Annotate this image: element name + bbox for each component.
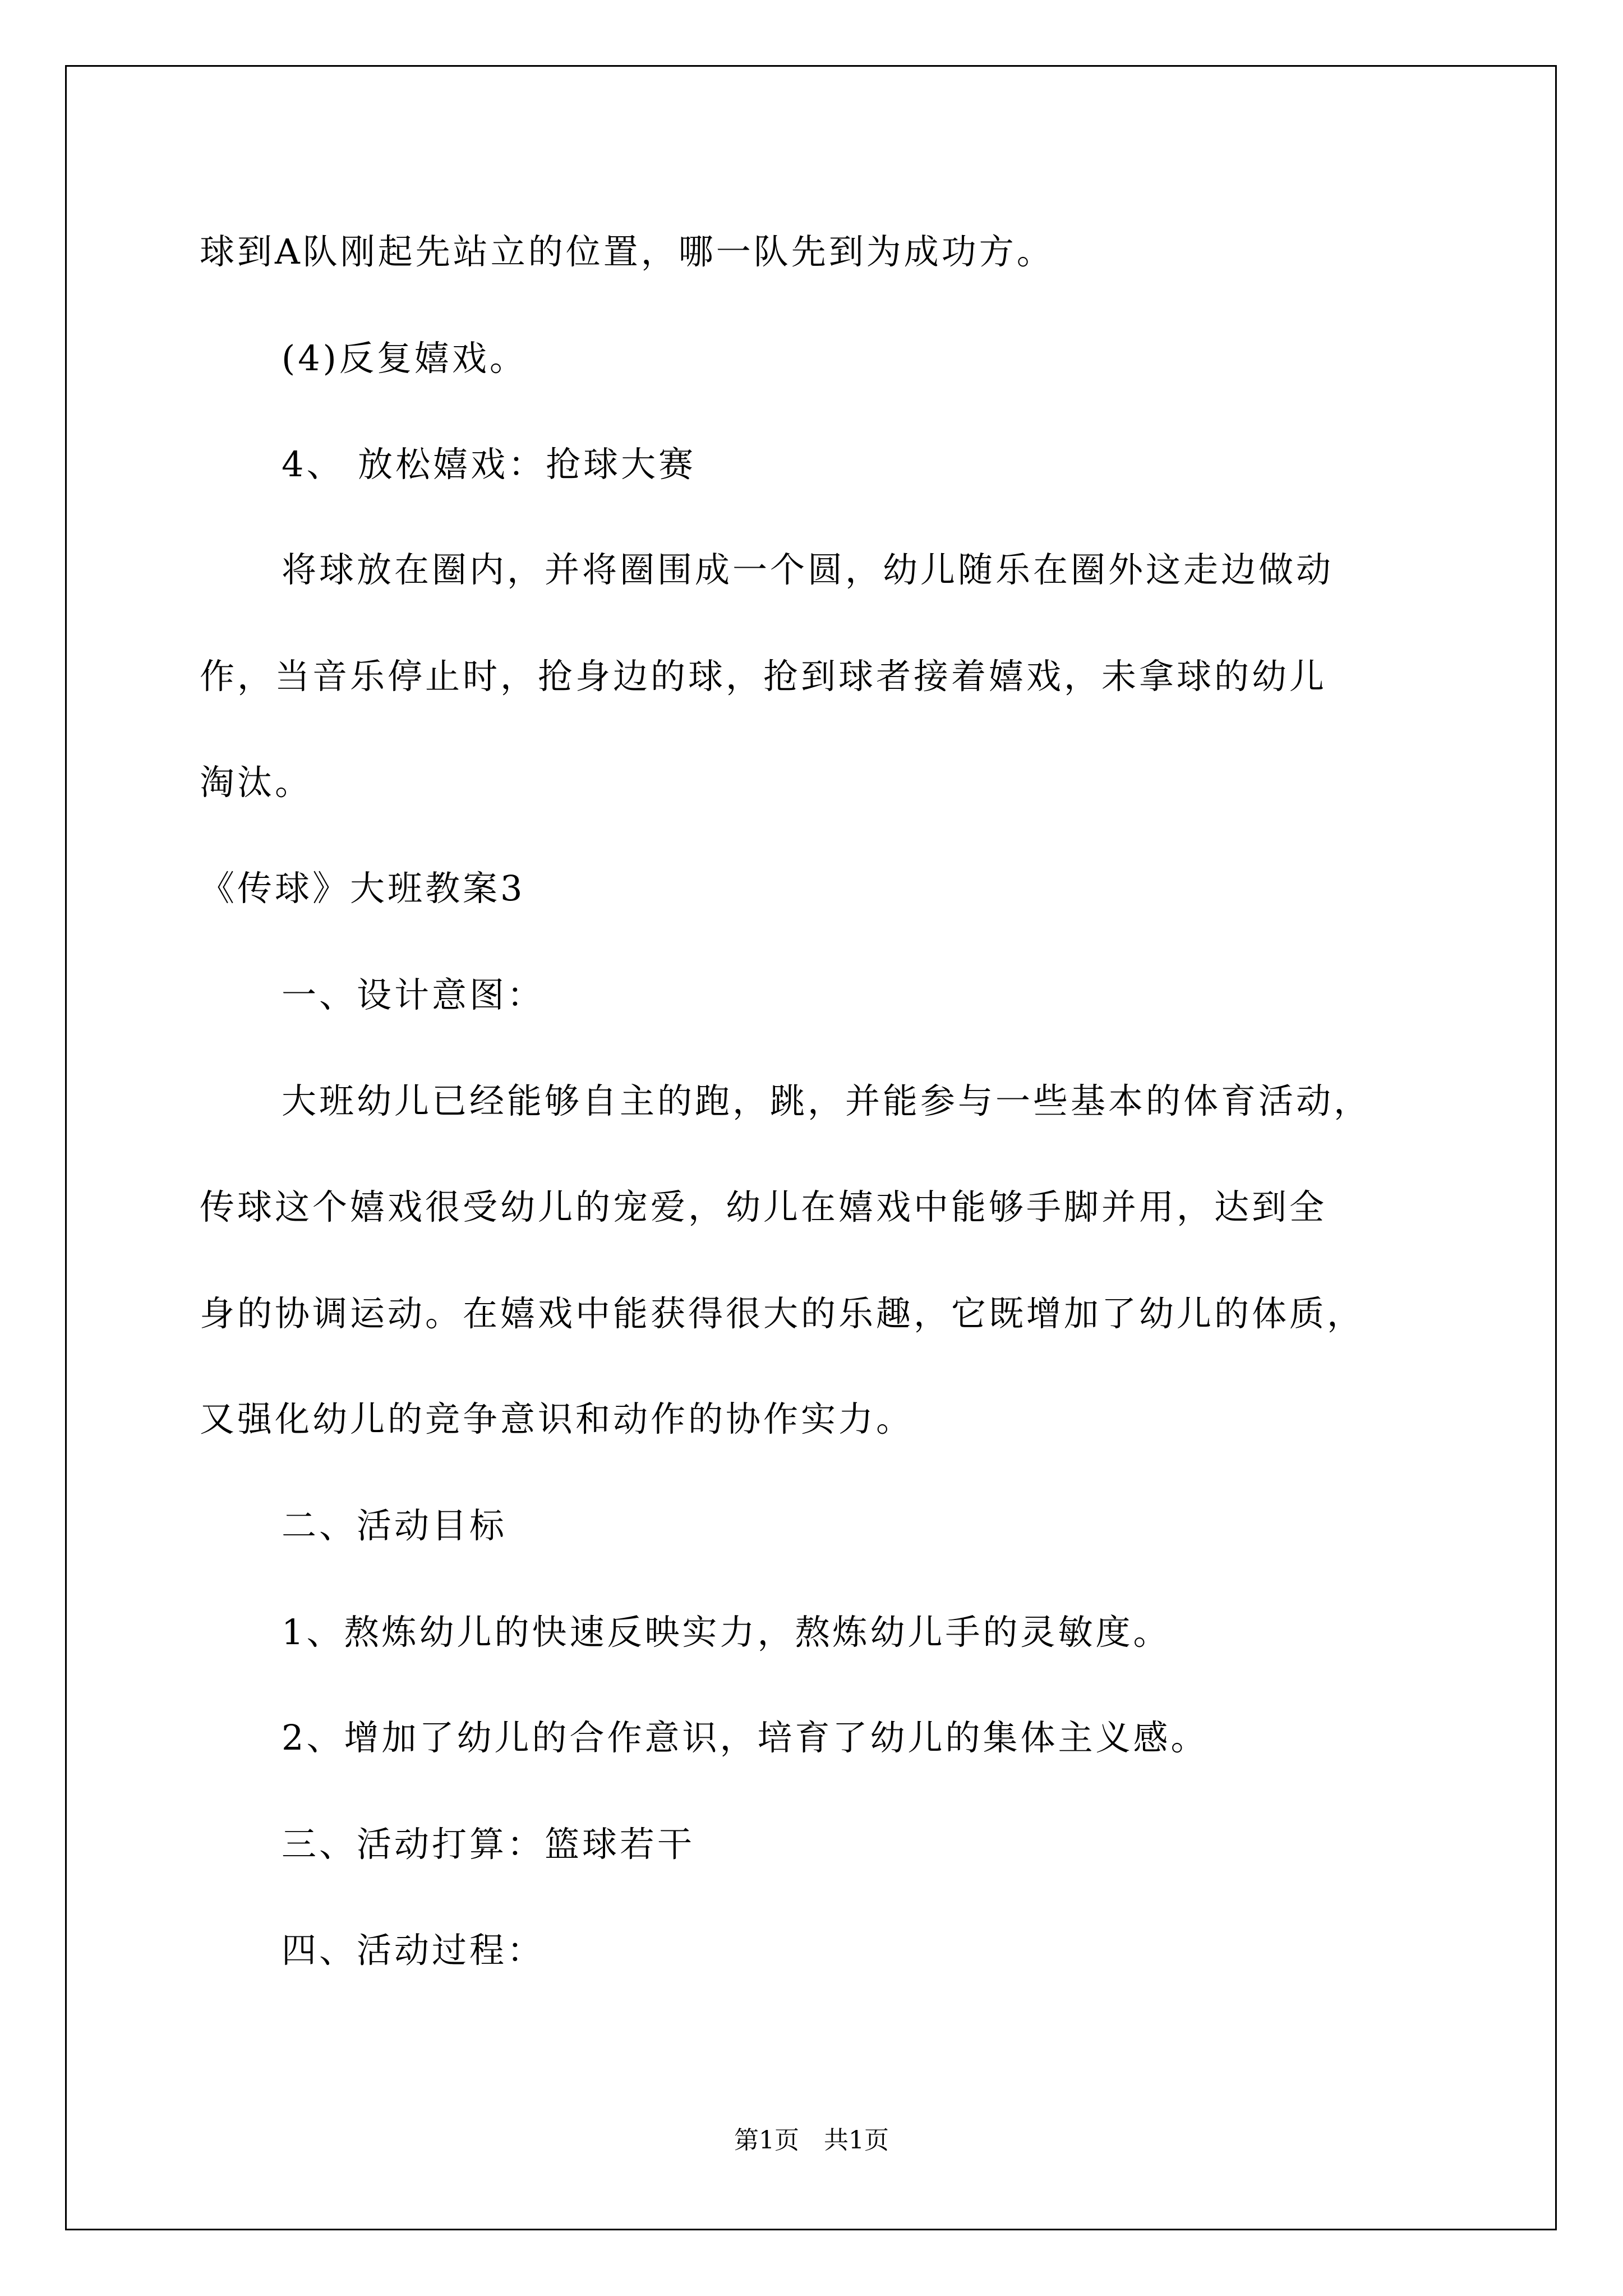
text-line: 球到A队刚起先站立的位置，哪一队先到为成功方。 [200,231,1054,272]
text-line: 一、设计意图： [282,974,545,1015]
page-border [65,65,1557,2230]
text-line: 4、 放松嬉戏：抢球大赛 [282,444,697,485]
text-line: 淘汰。 [200,762,313,803]
text-line: 又强化幼儿的竞争意识和动作的协作实力。 [200,1398,914,1439]
text-line: 2、增加了幼儿的合作意识，培育了幼儿的集体主义感。 [282,1717,1209,1758]
text-line: 二、活动目标 [282,1505,508,1546]
text-line: (4)反复嬉戏。 [282,338,527,379]
text-line: 三、活动打算：篮球若干 [282,1824,695,1865]
text-line: 将球放在圈内，并将圈围成一个圆，幼儿随乐在圈外这走边做动 [282,549,1334,590]
text-line: 四、活动过程： [282,1930,545,1971]
text-line: 身的协调运动。在嬉戏中能获得很大的乐趣，它既增加了幼儿的体质， [200,1293,1365,1334]
section-heading: 《传球》大班教案3 [200,868,525,909]
page-footer [0,2128,1623,2153]
page-total: 共1页 [824,2126,889,2155]
text-line: 作，当音乐停止时，抢身边的球，抢到球者接着嬉戏，未拿球的幼儿 [200,656,1327,697]
text-line: 传球这个嬉戏很受幼儿的宠爱，幼儿在嬉戏中能够手脚并用，达到全 [200,1186,1327,1227]
text-line: 1、熬炼幼儿的快速反映实力，熬炼幼儿手的灵敏度。 [282,1612,1171,1653]
page-number: 第1页 [734,2126,799,2155]
text-line: 大班幼儿已经能够自主的跑，跳，并能参与一些基本的体育活动， [282,1080,1372,1121]
